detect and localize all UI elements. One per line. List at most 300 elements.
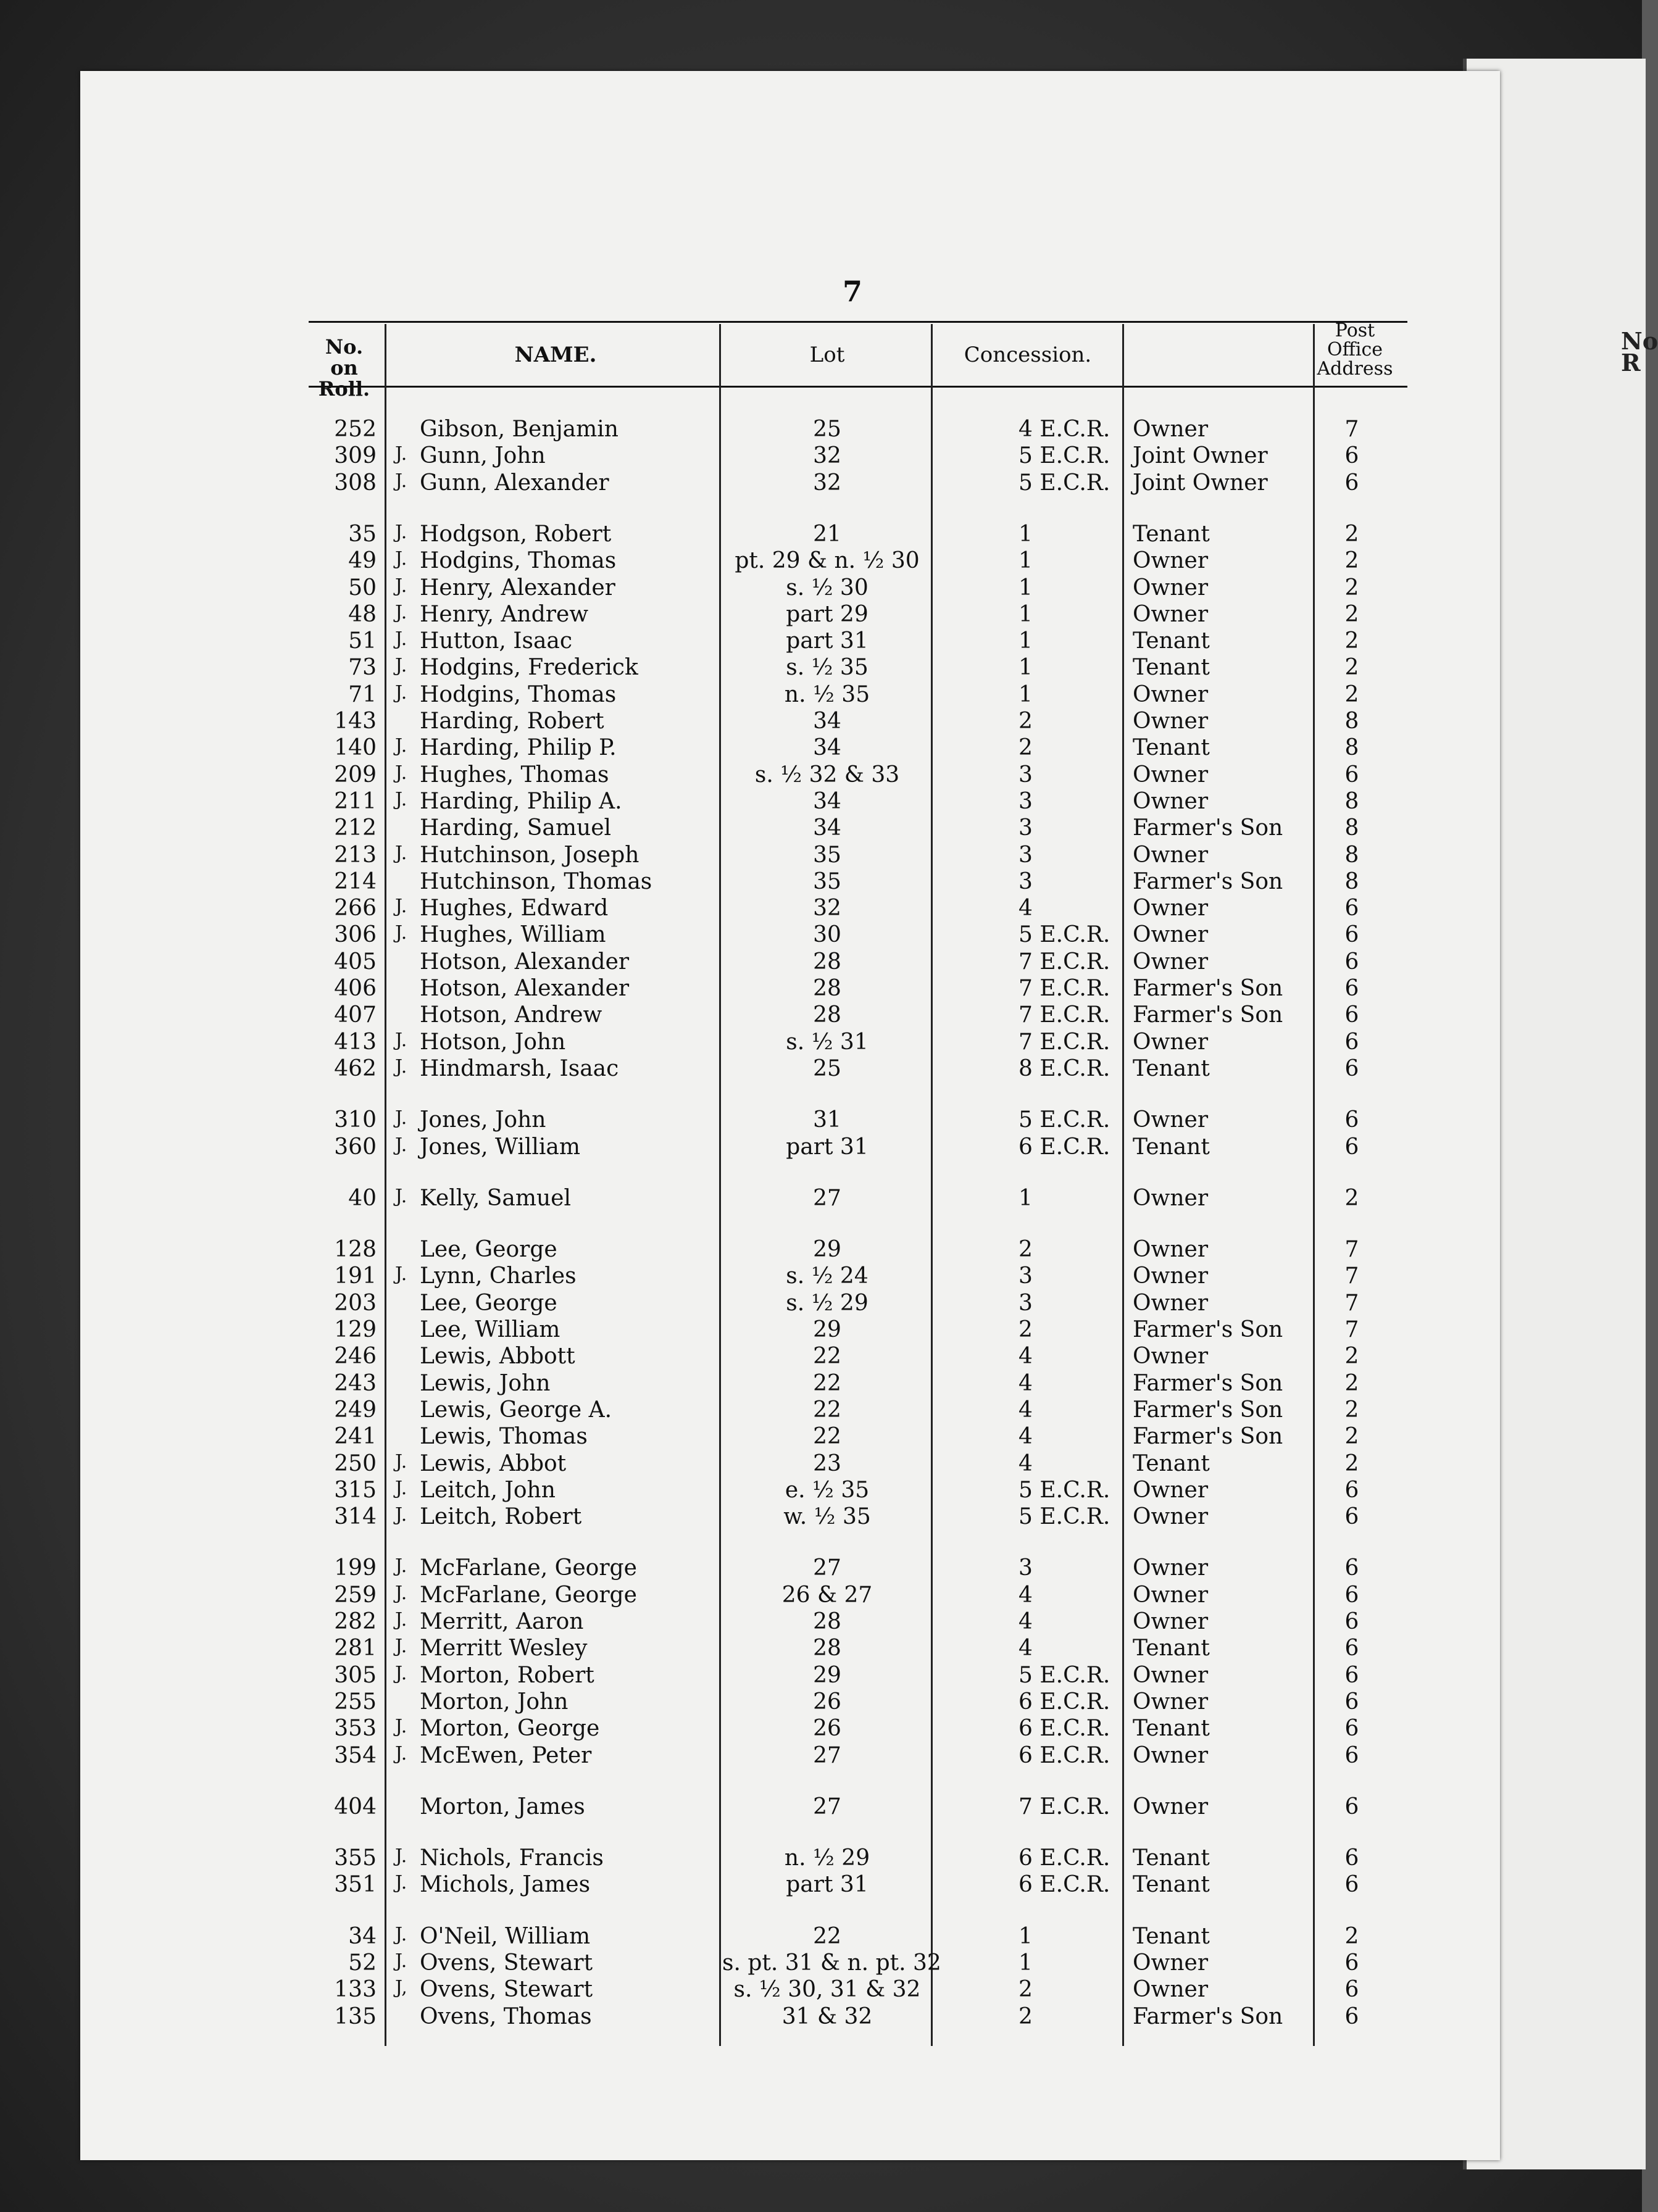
owner-name: Hutchinson, Thomas <box>420 868 652 894</box>
post-office-code: 2 <box>1344 575 1359 601</box>
occupation: Tenant <box>1133 521 1210 547</box>
post-office-code: 8 <box>1344 842 1359 868</box>
occupation: Joint Owner <box>1133 470 1268 496</box>
concession: 6 E.C.R. <box>1019 1742 1110 1768</box>
post-office-code: 6 <box>1344 1609 1359 1634</box>
roll-number: 405 <box>334 949 377 975</box>
owner-name: McFarlane, George <box>420 1582 637 1608</box>
lot-number: w. ½ 35 <box>783 1504 871 1530</box>
table-row <box>80 815 1500 840</box>
table-row <box>80 922 1500 947</box>
owner-name: Lewis, John <box>420 1370 551 1396</box>
occupation: Owner <box>1133 1263 1209 1289</box>
lot-number: 26 <box>813 1689 841 1715</box>
juror-mark: J. <box>395 1582 407 1604</box>
table-row <box>80 1029 1500 1054</box>
concession: 8 E.C.R. <box>1019 1055 1110 1081</box>
occupation: Owner <box>1133 842 1209 868</box>
post-office-code: 2 <box>1344 1450 1359 1476</box>
juror-mark: J. <box>395 1555 407 1578</box>
concession: 3 <box>1019 1555 1033 1581</box>
roll-number: 360 <box>334 1134 377 1160</box>
table-row <box>80 1186 1500 1210</box>
owner-name: Harding, Robert <box>420 709 604 734</box>
lot-number: 22 <box>813 1923 841 1949</box>
page-number: 7 <box>843 275 863 308</box>
owner-name: Harding, Samuel <box>420 815 612 841</box>
post-office-code: 2 <box>1344 655 1359 681</box>
table-row <box>80 1872 1500 1897</box>
post-office-code: 2 <box>1344 1344 1359 1370</box>
occupation: Tenant <box>1133 628 1210 654</box>
roll-number: 129 <box>334 1317 377 1342</box>
table-row <box>80 1478 1500 1502</box>
concession: 6 E.C.R. <box>1019 1845 1110 1871</box>
owner-name: Ovens, Stewart <box>420 1950 593 1976</box>
concession: 1 <box>1019 1950 1033 1976</box>
occupation: Owner <box>1133 922 1209 948</box>
occupation: Tenant <box>1133 1872 1210 1898</box>
lot-number: 22 <box>813 1424 841 1450</box>
owner-name: Henry, Alexander <box>420 575 615 601</box>
owner-name: Morton, James <box>420 1794 585 1819</box>
owner-name: Lewis, Thomas <box>420 1424 588 1450</box>
lot-number: 32 <box>813 443 841 469</box>
table-row <box>80 1134 1500 1159</box>
lot-number: s. ½ 32 & 33 <box>754 762 900 788</box>
occupation: Owner <box>1133 681 1209 707</box>
lot-number: 30 <box>813 922 841 948</box>
post-office-code: 2 <box>1344 1397 1359 1423</box>
owner-name: Hodgins, Thomas <box>420 548 617 574</box>
post-office-code: 6 <box>1344 1689 1359 1715</box>
roll-number: 128 <box>334 1237 377 1263</box>
table-row <box>80 1845 1500 1870</box>
owner-name: McFarlane, George <box>420 1555 637 1581</box>
post-office-code: 6 <box>1344 1555 1359 1581</box>
concession: 5 E.C.R. <box>1019 1504 1110 1530</box>
roll-number: 52 <box>348 1950 377 1976</box>
occupation: Owner <box>1133 949 1209 975</box>
occupation: Farmer's Son <box>1133 1397 1283 1423</box>
occupation: Owner <box>1133 1977 1209 2003</box>
post-office-code: 8 <box>1344 868 1359 894</box>
owner-name: Gunn, Alexander <box>420 470 609 496</box>
juror-mark: J. <box>395 1134 407 1156</box>
roll-number: 199 <box>334 1555 377 1581</box>
table-row <box>80 1609 1500 1634</box>
post-office-code: 2 <box>1344 548 1359 574</box>
concession: 1 <box>1019 521 1033 547</box>
juror-mark: J. <box>395 1609 407 1631</box>
occupation: Farmer's Son <box>1133 868 1283 894</box>
lot-number: s. ½ 30, 31 & 32 <box>733 1977 921 2003</box>
owner-name: Lynn, Charles <box>420 1263 577 1289</box>
occupation: Owner <box>1133 548 1209 574</box>
juror-mark: J. <box>395 922 407 944</box>
concession: 6 E.C.R. <box>1019 1134 1110 1160</box>
concession: 7 E.C.R. <box>1019 949 1110 975</box>
owner-name: Lewis, George A. <box>420 1397 612 1423</box>
occupation: Owner <box>1133 1689 1209 1715</box>
post-office-code: 6 <box>1344 1872 1359 1898</box>
owner-name: Hughes, Thomas <box>420 762 609 788</box>
owner-name: Lewis, Abbot <box>420 1450 567 1476</box>
roll-number: 282 <box>334 1609 377 1634</box>
juror-mark: J. <box>395 1107 407 1129</box>
table-row <box>80 2004 1500 2029</box>
juror-mark: J. <box>395 681 407 704</box>
lot-number: n. ½ 35 <box>784 681 870 707</box>
post-office-code: 6 <box>1344 1636 1359 1661</box>
roll-number: 250 <box>334 1450 377 1476</box>
post-office-code: 2 <box>1344 1923 1359 1949</box>
concession: 5 E.C.R. <box>1019 1107 1110 1133</box>
occupation: Owner <box>1133 601 1209 627</box>
roll-number: 462 <box>334 1055 377 1081</box>
occupation: Farmer's Son <box>1133 815 1283 841</box>
owner-name: Merritt Wesley <box>420 1636 588 1661</box>
concession: 1 <box>1019 681 1033 707</box>
header-post-line1: Post <box>1335 320 1375 341</box>
lot-number: 31 <box>813 1107 841 1133</box>
table-row <box>80 1107 1500 1132</box>
table-row <box>80 1317 1500 1342</box>
juror-mark: J. <box>395 1504 407 1526</box>
concession: 4 <box>1019 1636 1033 1661</box>
register-page <box>80 71 1500 2160</box>
table-row <box>80 762 1500 787</box>
juror-mark: J. <box>395 1872 407 1894</box>
lot-number: 28 <box>813 1002 841 1028</box>
concession: 1 <box>1019 575 1033 601</box>
lot-number: 34 <box>813 815 841 841</box>
juror-mark: J. <box>395 1845 407 1868</box>
concession: 3 <box>1019 762 1033 788</box>
header-lot: Lot <box>809 343 845 367</box>
post-office-code: 6 <box>1344 976 1359 1001</box>
occupation: Owner <box>1133 1477 1209 1503</box>
roll-number: 191 <box>334 1263 377 1289</box>
roll-number: 259 <box>334 1582 377 1608</box>
juror-mark: J. <box>395 575 407 597</box>
occupation: Tenant <box>1133 1055 1210 1081</box>
table-row <box>80 417 1500 441</box>
table-row <box>80 1636 1500 1660</box>
roll-number: 407 <box>334 1002 377 1028</box>
post-office-code: 6 <box>1344 949 1359 975</box>
occupation: Owner <box>1133 1609 1209 1634</box>
post-office-code: 2 <box>1344 521 1359 547</box>
roll-number: 252 <box>334 417 377 442</box>
juror-mark: J. <box>395 1742 407 1765</box>
roll-number: 309 <box>334 443 377 469</box>
owner-name: Ovens, Thomas <box>420 2003 592 2029</box>
table-row <box>80 709 1500 733</box>
owner-name: Michols, James <box>420 1872 591 1898</box>
roll-number: 255 <box>334 1689 377 1715</box>
juror-mark: J. <box>395 788 407 810</box>
table-row <box>80 1424 1500 1449</box>
concession: 2 <box>1019 735 1033 761</box>
post-office-code: 2 <box>1344 1424 1359 1450</box>
post-office-code: 2 <box>1344 628 1359 654</box>
roll-number: 135 <box>334 2003 377 2029</box>
juror-mark: J. <box>395 1450 407 1473</box>
juror-mark: J. <box>395 521 407 543</box>
table-row <box>80 443 1500 468</box>
header-post-line2: Office <box>1327 339 1383 360</box>
post-office-code: 6 <box>1344 762 1359 788</box>
lot-number: 23 <box>813 1450 841 1476</box>
post-office-code: 6 <box>1344 443 1359 469</box>
concession: 1 <box>1019 601 1033 627</box>
roll-number: 308 <box>334 470 377 496</box>
lot-number: e. ½ 35 <box>785 1477 870 1503</box>
owner-name: Hodgins, Frederick <box>420 655 638 681</box>
post-office-code: 2 <box>1344 601 1359 627</box>
juror-mark: J. <box>395 1636 407 1658</box>
roll-number: 71 <box>348 681 377 707</box>
lot-number: 34 <box>813 735 841 761</box>
table-row <box>80 1582 1500 1607</box>
occupation: Owner <box>1133 575 1209 601</box>
table-row <box>80 1555 1500 1580</box>
table-row <box>80 842 1500 867</box>
table-row <box>80 602 1500 626</box>
roll-number: 212 <box>334 815 377 841</box>
occupation: Owner <box>1133 1742 1209 1768</box>
table-row <box>80 1451 1500 1476</box>
owner-name: Jones, William <box>420 1134 580 1160</box>
lot-number: pt. 29 & n. ½ 30 <box>735 548 920 574</box>
lot-number: 29 <box>813 1662 841 1688</box>
occupation: Tenant <box>1133 735 1210 761</box>
concession: 1 <box>1019 1923 1033 1949</box>
roll-number: 241 <box>334 1424 377 1450</box>
roll-number: 243 <box>334 1370 377 1396</box>
table-row <box>80 1950 1500 1975</box>
owner-name: Hotson, Alexander <box>420 976 630 1001</box>
lot-number: 26 <box>813 1716 841 1742</box>
owner-name: Hughes, Edward <box>420 896 609 921</box>
table-row <box>80 1743 1500 1768</box>
occupation: Farmer's Son <box>1133 1424 1283 1450</box>
owner-name: Morton, John <box>420 1689 569 1715</box>
owner-name: Kelly, Samuel <box>420 1185 571 1211</box>
roll-number: 48 <box>348 601 377 627</box>
occupation: Farmer's Son <box>1133 2003 1283 2029</box>
occupation: Owner <box>1133 1107 1209 1133</box>
concession: 4 <box>1019 1424 1033 1450</box>
occupation: Tenant <box>1133 1450 1210 1476</box>
owner-name: Leitch, Robert <box>420 1504 582 1530</box>
table-row <box>80 1663 1500 1687</box>
concession: 7 E.C.R. <box>1019 1794 1110 1819</box>
lot-number: part 31 <box>786 628 869 654</box>
roll-number: 305 <box>334 1662 377 1688</box>
occupation: Owner <box>1133 1029 1209 1055</box>
roll-number: 306 <box>334 922 377 948</box>
lot-number: n. ½ 29 <box>784 1845 870 1871</box>
concession: 1 <box>1019 628 1033 654</box>
occupation: Tenant <box>1133 655 1210 681</box>
concession: 5 E.C.R. <box>1019 1662 1110 1688</box>
lot-number: 27 <box>813 1185 841 1211</box>
header-concession: Concession. <box>964 343 1092 367</box>
table-row <box>80 522 1500 546</box>
roll-number: 249 <box>334 1397 377 1423</box>
table-row <box>80 1794 1500 1819</box>
owner-name: Lewis, Abbott <box>420 1344 575 1370</box>
juror-mark: J. <box>395 1477 407 1499</box>
table-row <box>80 628 1500 653</box>
post-office-code: 6 <box>1344 1977 1359 2003</box>
roll-number: 406 <box>334 976 377 1001</box>
concession: 6 E.C.R. <box>1019 1872 1110 1898</box>
roll-number: 353 <box>334 1716 377 1742</box>
table-row <box>80 1002 1500 1027</box>
post-office-code: 6 <box>1344 1794 1359 1819</box>
table-row <box>80 1056 1500 1081</box>
juror-mark: J. <box>395 1029 407 1051</box>
table-row <box>80 682 1500 707</box>
juror-mark: J. <box>395 1923 407 1945</box>
post-office-code: 6 <box>1344 1716 1359 1742</box>
owner-name: Hutton, Isaac <box>420 628 573 654</box>
table-row <box>80 1689 1500 1714</box>
owner-name: Lee, William <box>420 1317 560 1342</box>
roll-number: 246 <box>334 1344 377 1370</box>
occupation: Owner <box>1133 1290 1209 1316</box>
table-row <box>80 1924 1500 1948</box>
post-office-code: 7 <box>1344 1237 1359 1263</box>
juror-mark: J. <box>395 548 407 570</box>
post-office-code: 6 <box>1344 1742 1359 1768</box>
owner-name: Ovens, Stewart <box>420 1977 593 2003</box>
roll-number: 211 <box>334 788 377 814</box>
occupation: Owner <box>1133 1555 1209 1581</box>
concession: 3 <box>1019 815 1033 841</box>
concession: 4 <box>1019 1370 1033 1396</box>
table-row <box>80 1371 1500 1395</box>
lot-number: 32 <box>813 470 841 496</box>
occupation: Owner <box>1133 1662 1209 1688</box>
roll-number: 209 <box>334 762 377 788</box>
juror-mark: J, <box>395 1977 407 1999</box>
table-row <box>80 1977 1500 2002</box>
occupation: Owner <box>1133 1504 1209 1530</box>
concession: 2 <box>1019 2003 1033 2029</box>
juror-mark: J. <box>395 1263 407 1286</box>
concession: 3 <box>1019 1290 1033 1316</box>
lot-number: s. ½ 29 <box>786 1290 869 1316</box>
lot-number: 25 <box>813 417 841 442</box>
juror-mark: J. <box>395 443 407 465</box>
lot-number: s. ½ 24 <box>786 1263 869 1289</box>
post-office-code: 6 <box>1344 1002 1359 1028</box>
owner-name: Leitch, John <box>420 1477 556 1503</box>
lot-number: part 31 <box>786 1872 869 1898</box>
lot-number: 28 <box>813 949 841 975</box>
header-roll-line1: No. on <box>325 335 364 380</box>
lot-number: 35 <box>813 842 841 868</box>
table-row <box>80 896 1500 920</box>
header-roll-line2: Roll. <box>318 377 370 401</box>
juror-mark: J. <box>395 601 407 623</box>
post-office-code: 2 <box>1344 1370 1359 1396</box>
owner-name: Gunn, John <box>420 443 546 469</box>
roll-number: 266 <box>334 896 377 921</box>
concession: 3 <box>1019 868 1033 894</box>
post-office-code: 6 <box>1344 1582 1359 1608</box>
lot-number: 28 <box>813 1636 841 1661</box>
lot-number: 34 <box>813 788 841 814</box>
table-row <box>80 1263 1500 1288</box>
table-row <box>80 1397 1500 1422</box>
post-office-code: 6 <box>1344 1055 1359 1081</box>
lot-number: 29 <box>813 1237 841 1263</box>
juror-mark: J. <box>395 735 407 757</box>
table-row <box>80 976 1500 1000</box>
lot-number: 27 <box>813 1742 841 1768</box>
post-office-code: 6 <box>1344 1662 1359 1688</box>
roll-number: 203 <box>334 1290 377 1316</box>
lot-number: 32 <box>813 896 841 921</box>
roll-number: 143 <box>334 709 377 734</box>
concession: 4 <box>1019 1344 1033 1370</box>
concession: 3 <box>1019 842 1033 868</box>
header-post-line3: Address <box>1317 358 1393 380</box>
post-office-code: 6 <box>1344 2003 1359 2029</box>
roll-number: 49 <box>348 548 377 574</box>
occupation: Owner <box>1133 417 1209 442</box>
owner-name: Hughes, William <box>420 922 606 948</box>
post-office-code: 6 <box>1344 1134 1359 1160</box>
lot-number: s. pt. 31 & n. pt. 32 <box>722 1950 941 1976</box>
occupation: Farmer's Son <box>1133 1370 1283 1396</box>
concession: 4 <box>1019 896 1033 921</box>
occupation: Tenant <box>1133 1845 1210 1871</box>
lot-number: 29 <box>813 1317 841 1342</box>
concession: 4 E.C.R. <box>1019 417 1110 442</box>
owner-name: Hutchinson, Joseph <box>420 842 639 868</box>
juror-mark: J. <box>395 1662 407 1684</box>
concession: 2 <box>1019 1317 1033 1342</box>
juror-mark: J. <box>395 628 407 651</box>
header-name: NAME. <box>514 343 597 367</box>
occupation: Owner <box>1133 1794 1209 1819</box>
lot-number: 31 & 32 <box>781 2003 873 2029</box>
concession: 4 <box>1019 1397 1033 1423</box>
lot-number: 25 <box>813 1055 841 1081</box>
roll-number: 354 <box>334 1742 377 1768</box>
juror-mark: J. <box>395 896 407 918</box>
post-office-code: 6 <box>1344 1107 1359 1133</box>
owner-name: Gibson, Benjamin <box>420 417 619 442</box>
lot-number: 21 <box>813 521 841 547</box>
lot-number: s. ½ 30 <box>786 575 869 601</box>
table-row <box>80 470 1500 495</box>
owner-name: Merritt, Aaron <box>420 1609 584 1634</box>
table-row <box>80 869 1500 894</box>
concession: 2 <box>1019 1977 1033 2003</box>
header-post-office <box>1309 321 1401 378</box>
lot-number: 26 & 27 <box>781 1582 873 1608</box>
concession: 2 <box>1019 709 1033 734</box>
post-office-code: 8 <box>1344 709 1359 734</box>
table-row <box>80 789 1500 813</box>
